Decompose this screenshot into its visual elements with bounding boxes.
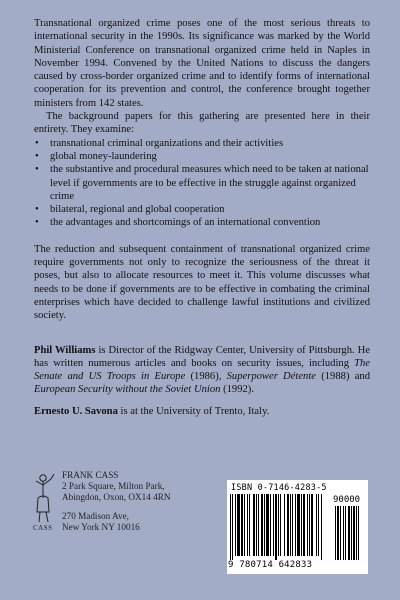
barcode-bar: [237, 494, 240, 556]
intro-paragraph-3: The reduction and subsequent containment of transnational organized crime require governments not only to recognize the seriousness of the threat it poses, but also to allocate resources to meet it. This volume discusses what needs to be done if governments are to be effective in combating the criminal enterprises which have decided to challenge lawful institutions and civilized society.: [34, 243, 370, 322]
barcode-bar: [278, 494, 279, 556]
topics-list: [34, 137, 370, 230]
cover-text: [34, 17, 370, 418]
bio-text: (1986),: [185, 371, 227, 383]
barcode-bar: [287, 494, 289, 556]
barcode-bar: [318, 494, 319, 556]
barcode-bar: [356, 506, 357, 560]
barcode-bar: [351, 506, 352, 560]
barcode-bar: [340, 506, 341, 560]
spacer: [34, 323, 370, 344]
barcode-bar: [311, 494, 313, 556]
publisher-logo-label: CASS: [33, 524, 53, 532]
barcode-bar: [261, 494, 263, 556]
barcode-bar: [348, 506, 350, 560]
barcode-bar: [249, 494, 250, 556]
address-line: New York NY 10016: [62, 521, 140, 532]
barcode-bar: [290, 494, 291, 556]
barcode-bar: [235, 494, 236, 556]
barcode-bar: [280, 494, 281, 556]
list-item: • the substantive and procedural measures which need to be taken at national level if governments are to be effective in the struggle against organized crime: [34, 163, 370, 203]
list-item: • the advantages and shortcomings of an international convention: [34, 216, 370, 229]
barcode-bar: [316, 494, 317, 556]
author-name: Ernesto U. Savona: [34, 405, 118, 417]
barcode-bar: [253, 494, 255, 556]
barcode-bar: [244, 494, 245, 556]
publisher-block: [34, 470, 214, 560]
barcode-bar: [358, 506, 359, 560]
barcode-bar: [345, 506, 346, 560]
bio-text: (1992).: [220, 384, 254, 396]
barcode-bar: [297, 494, 300, 556]
barcode-bar: [275, 494, 277, 560]
bio-text: (1988) and: [316, 371, 370, 383]
intro-paragraph-2: The background papers for this gathering are presented here in their entirety. They examine:: [34, 111, 370, 136]
barcode-bar: [321, 494, 322, 560]
barcode-bar: [270, 494, 271, 556]
ean-digits: 9 780714 642833: [228, 560, 313, 570]
publisher-logo-icon: [34, 472, 56, 524]
barcode-bar: [295, 494, 296, 556]
address-line: Abingdon, Oxon, OX14 4RN: [62, 492, 171, 503]
book-title: Superpower Détente: [226, 371, 316, 383]
barcode-bar: [273, 494, 274, 556]
barcode-bar: [230, 494, 231, 560]
barcode-bar: [247, 494, 248, 556]
book-title: European Security without the Soviet Union: [34, 384, 221, 396]
author-bio-savona: [34, 405, 370, 418]
barcode-bar: [256, 494, 257, 556]
spacer: [34, 230, 370, 243]
barcode-bar: [303, 494, 305, 556]
barcode-bar: [292, 494, 293, 556]
address-line: 270 Madison Ave,: [62, 510, 129, 521]
publisher-name: FRANK CASS: [62, 470, 119, 480]
book-title: The Senate and US Troops in Europe: [34, 357, 370, 383]
addon-digits: 90000: [333, 495, 361, 505]
barcode-bar: [241, 494, 243, 556]
author-name: Phil Williams: [34, 344, 96, 356]
isbn-barcode: [227, 480, 368, 574]
bio-text: is at the University of Trento, Italy.: [117, 405, 270, 417]
intro-paragraph-1: Transnational organized crime poses one of the most serious threats to international security in the 1990s. Its significance was marked by the World Ministerial Conference on transnational organized crime held in Naples in November 1994. Convened by the United Nations to discuss the dangers caused by cross-border organized crime and to identify forms of international cooperation for its prevention and control, the conference brought together ministers from 142 states.: [34, 18, 370, 109]
barcode-bar: [337, 506, 339, 560]
isbn-number: ISBN 0-7146-4283-5: [231, 483, 327, 493]
bio-text: is Director of the Ridgway Center, University of Pittsburgh. He has written numerous articles and books on security issues, including: [34, 344, 370, 369]
barcode-bar: [232, 494, 233, 560]
barcode-bar: [301, 494, 302, 556]
publisher-address: [62, 470, 170, 533]
list-item: • global money-laundering: [34, 150, 370, 163]
barcode-bar: [343, 506, 344, 560]
barcode-bar: [307, 494, 308, 556]
barcode-bar: [284, 494, 285, 556]
barcode-bar: [309, 494, 310, 556]
spacer: [34, 397, 370, 405]
author-bio-williams: [34, 344, 370, 397]
list-item: • transnational criminal organizations and their activities: [34, 137, 370, 150]
barcode-bar: [264, 494, 265, 556]
barcode-bar: [335, 506, 336, 560]
barcode-bar: [266, 494, 269, 556]
barcode-bar: [258, 494, 259, 556]
barcode-bar: [353, 506, 355, 560]
list-item: • bilateral, regional and global cooperation: [34, 203, 370, 216]
address-line: 2 Park Square, Milton Park,: [62, 481, 165, 492]
